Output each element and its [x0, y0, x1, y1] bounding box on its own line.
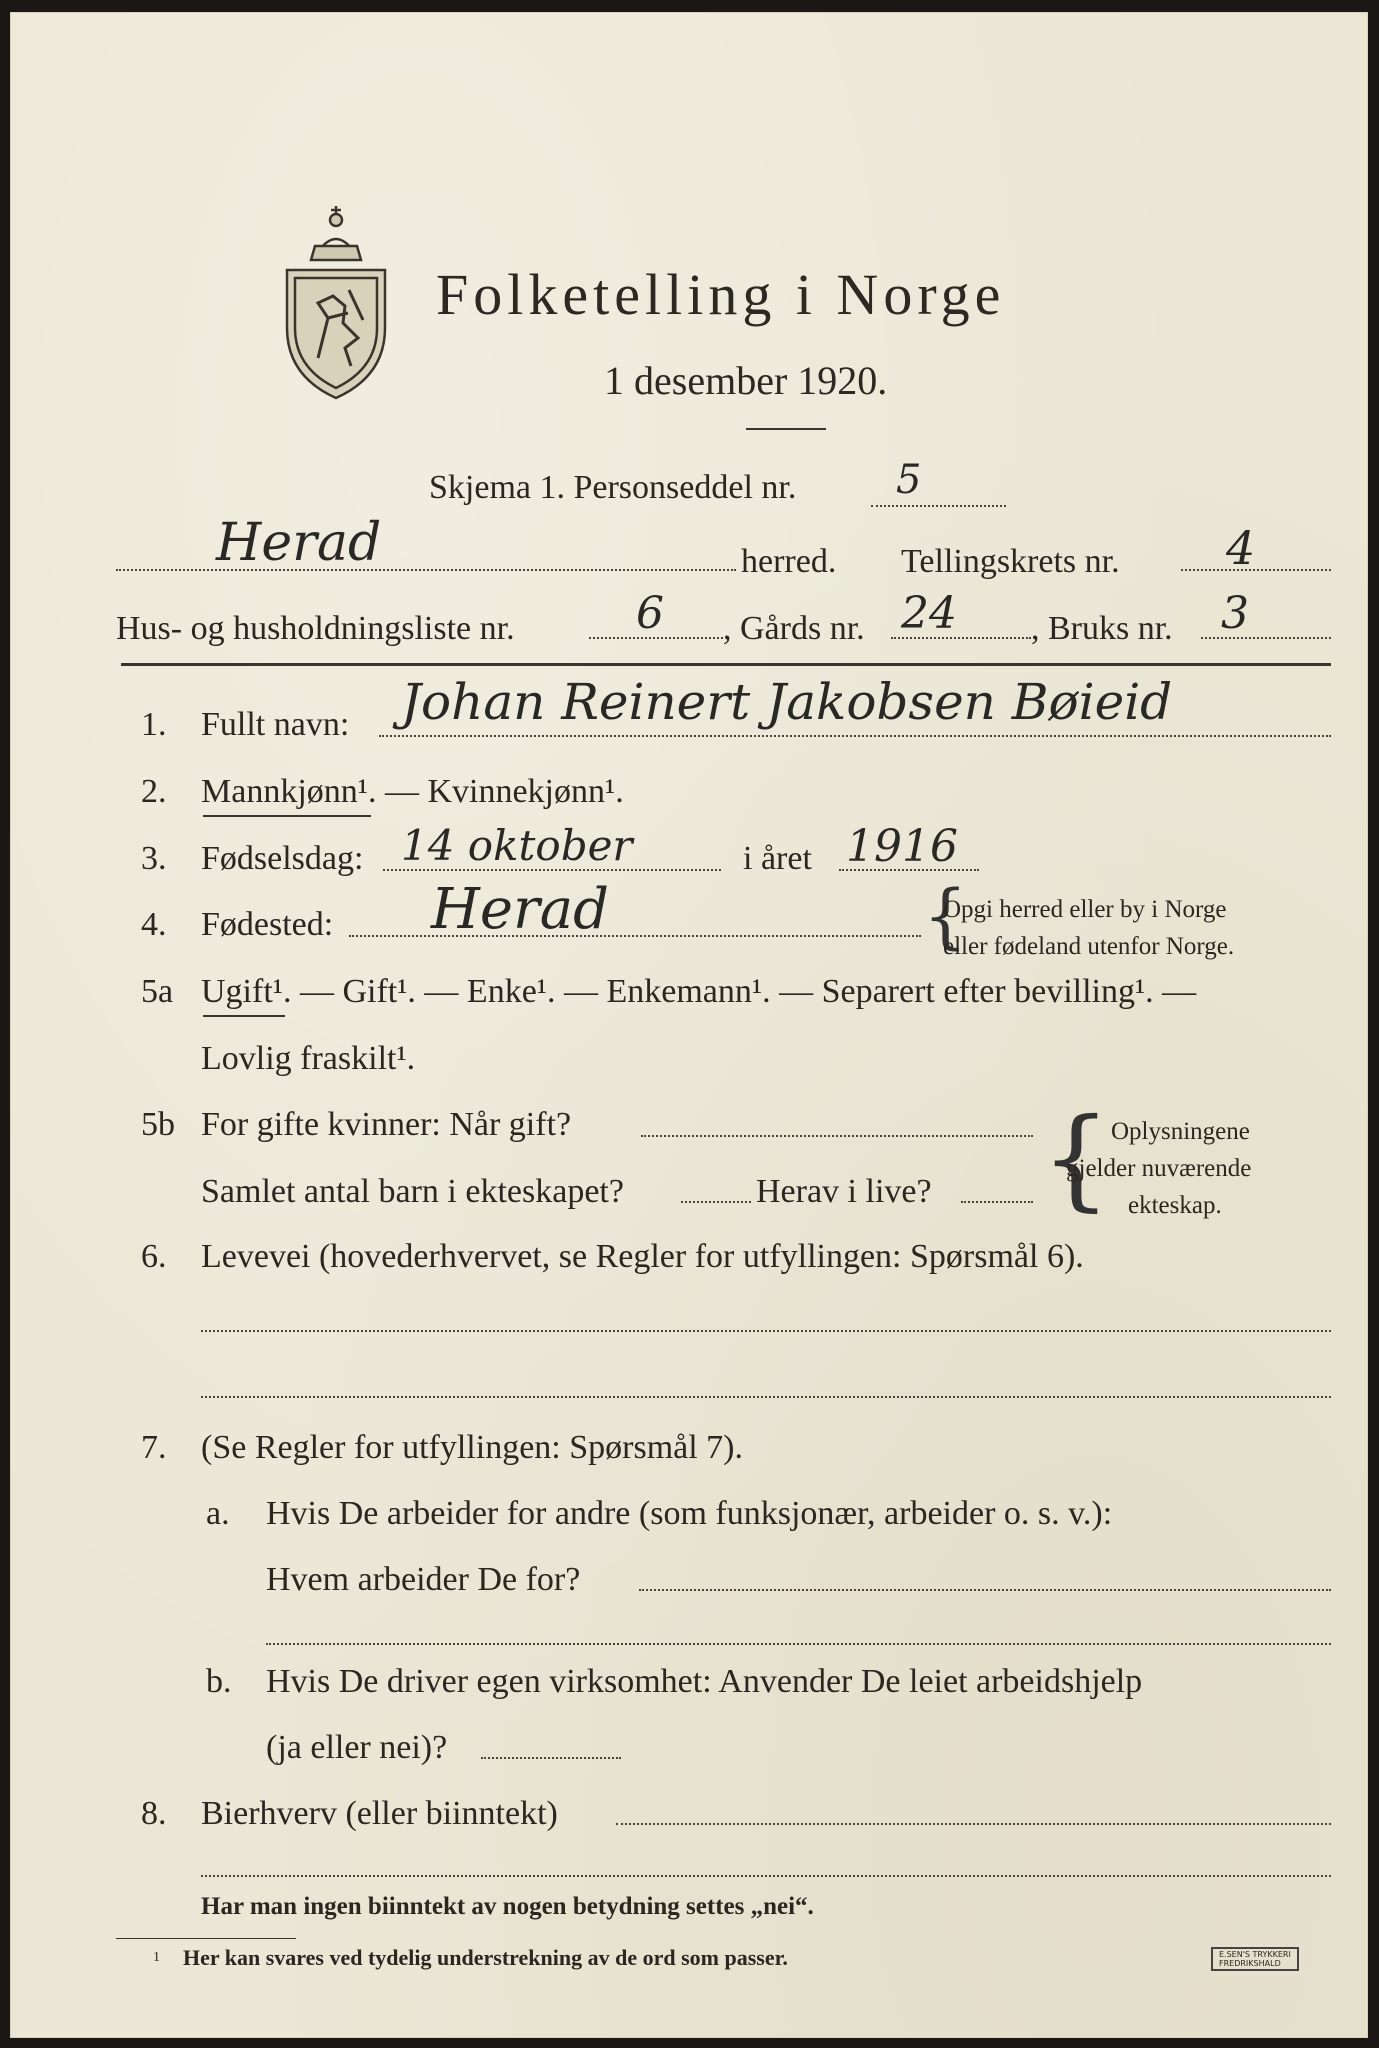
q6-occupation-label: Levevei (hovederhvervet, se Regler for utfyllingen: Spørsmål 6).	[201, 1238, 1084, 1275]
q5b-married-label: For gifte kvinner: Når gift?	[201, 1106, 572, 1143]
tellingskrets-label: Tellingskrets nr.	[901, 543, 1120, 580]
q7b-answer-line	[481, 1757, 621, 1759]
q7b-question: Hvis De driver egen virksomhet: Anvender De leiet arbeidshjelp	[266, 1663, 1143, 1700]
printer-stamp-line2: FREDRIKSHALD	[1219, 1959, 1281, 1968]
q3-number: 3.	[141, 840, 167, 877]
q5b-married-line	[641, 1135, 1033, 1137]
herred-value[interactable]: Herad	[216, 513, 382, 573]
census-form	[10, 12, 1368, 2038]
q4-brace: {	[923, 875, 968, 957]
q2-mannkjonn-underline	[203, 815, 371, 817]
q8-note: Har man ingen biinntekt av nogen betydning settes „nei“.	[201, 1893, 814, 1920]
personseddel-value[interactable]: 5	[896, 457, 922, 503]
q7a-employer-line	[639, 1589, 1331, 1591]
q5b-note-line1: Oplysningene	[1111, 1118, 1250, 1145]
hus-label: Hus- og husholdningsliste nr.	[116, 610, 515, 647]
form-title: Folketelling i Norge	[436, 262, 1006, 327]
q5b-alive-label: Herav i live?	[756, 1173, 932, 1210]
q7b-answer-label: (ja eller nei)?	[266, 1729, 448, 1766]
q5a-number: 5a	[141, 973, 174, 1010]
census-date: 1 desember 1920.	[604, 358, 888, 403]
q3-label: Fødselsdag:	[201, 840, 364, 877]
gards-label: , Gårds nr.	[723, 610, 865, 647]
q5b-brace: {	[1041, 1094, 1111, 1222]
q4-number: 4.	[141, 906, 167, 943]
q6-number: 6.	[141, 1238, 167, 1275]
bruks-value[interactable]: 3	[1221, 588, 1249, 639]
q6-line-1	[201, 1330, 1331, 1332]
q5b-alive-line	[961, 1201, 1033, 1203]
printer-stamp-line1: E.SEN'S TRYKKERI	[1219, 1950, 1291, 1959]
tellingskrets-line	[1181, 569, 1331, 571]
skjema-label: Skjema 1. Personseddel nr.	[429, 469, 797, 506]
q8-number: 8.	[141, 1795, 167, 1832]
q1-number: 1.	[141, 706, 167, 743]
q2-number: 2.	[141, 773, 167, 810]
q4-note-line2: eller fødeland utenfor Norge.	[943, 933, 1235, 960]
bruks-label: , Bruks nr.	[1031, 610, 1173, 647]
q5b-note-line2: gjelder nuværende	[1066, 1155, 1252, 1182]
q6-line-2	[201, 1396, 1331, 1398]
q1-label: Fullt navn:	[201, 706, 350, 743]
footnote-divider	[116, 1938, 296, 1939]
title-divider	[746, 428, 826, 430]
printer-stamp	[1211, 1947, 1299, 1971]
q7b-label: b.	[206, 1663, 232, 1700]
q5a-status-options-cont: Lovlig fraskilt¹.	[201, 1040, 416, 1077]
q7a-label: a.	[206, 1495, 230, 1532]
header-divider	[121, 663, 1331, 666]
q2-sex-options: Mannkjønn¹. — Kvinnekjønn¹.	[201, 773, 624, 810]
herred-line	[116, 569, 736, 571]
q5b-note-line3: ekteskap.	[1128, 1192, 1222, 1219]
q1-line	[379, 735, 1331, 737]
q5a-ugift-underline	[203, 1015, 285, 1017]
q7-label: (Se Regler for utfyllingen: Spørsmål 7).	[201, 1429, 744, 1466]
q3-birthday-value[interactable]: 14 oktober	[401, 821, 633, 870]
coat-of-arms-icon	[273, 198, 399, 406]
q8-side-income-label: Bierhverv (eller biinntekt)	[201, 1795, 558, 1832]
q8-line-2	[201, 1875, 1331, 1877]
personseddel-line	[871, 505, 1006, 507]
q4-label: Fødested:	[201, 906, 334, 943]
q3-year-value[interactable]: 1916	[846, 821, 958, 872]
footnote-text: Her kan svares ved tydelig understrekning av de ord som passer.	[183, 1945, 788, 1970]
q8-line-1	[616, 1823, 1331, 1825]
q7a-question: Hvis De arbeider for andre (som funksjonær, arbeider o. s. v.):	[266, 1495, 1113, 1532]
footnote-mark: 1	[153, 1950, 160, 1965]
q5b-children-line	[681, 1201, 751, 1203]
q7a-employer-label: Hvem arbeider De for?	[266, 1561, 581, 1598]
tellingskrets-value[interactable]: 4	[1226, 521, 1256, 575]
q5a-status-options: Ugift¹. — Gift¹. — Enke¹. — Enkemann¹. — Separert efter bevilling¹. —	[201, 973, 1197, 1010]
q5b-number: 5b	[141, 1106, 175, 1143]
herred-label: herred.	[741, 543, 837, 580]
q3-year-label: i året	[743, 840, 812, 877]
hus-value[interactable]: 6	[636, 588, 664, 639]
gards-value[interactable]: 24	[901, 588, 957, 639]
q4-note-line1: Opgi herred eller by i Norge	[943, 896, 1227, 923]
q7a-employer-line-2	[266, 1643, 1331, 1645]
q1-fullname-value[interactable]: Johan Reinert Jakobsen Bøieid	[401, 673, 1173, 731]
q7-number: 7.	[141, 1429, 167, 1466]
q5b-children-label: Samlet antal barn i ekteskapet?	[201, 1173, 624, 1210]
q4-birthplace-value[interactable]: Herad	[431, 877, 609, 942]
